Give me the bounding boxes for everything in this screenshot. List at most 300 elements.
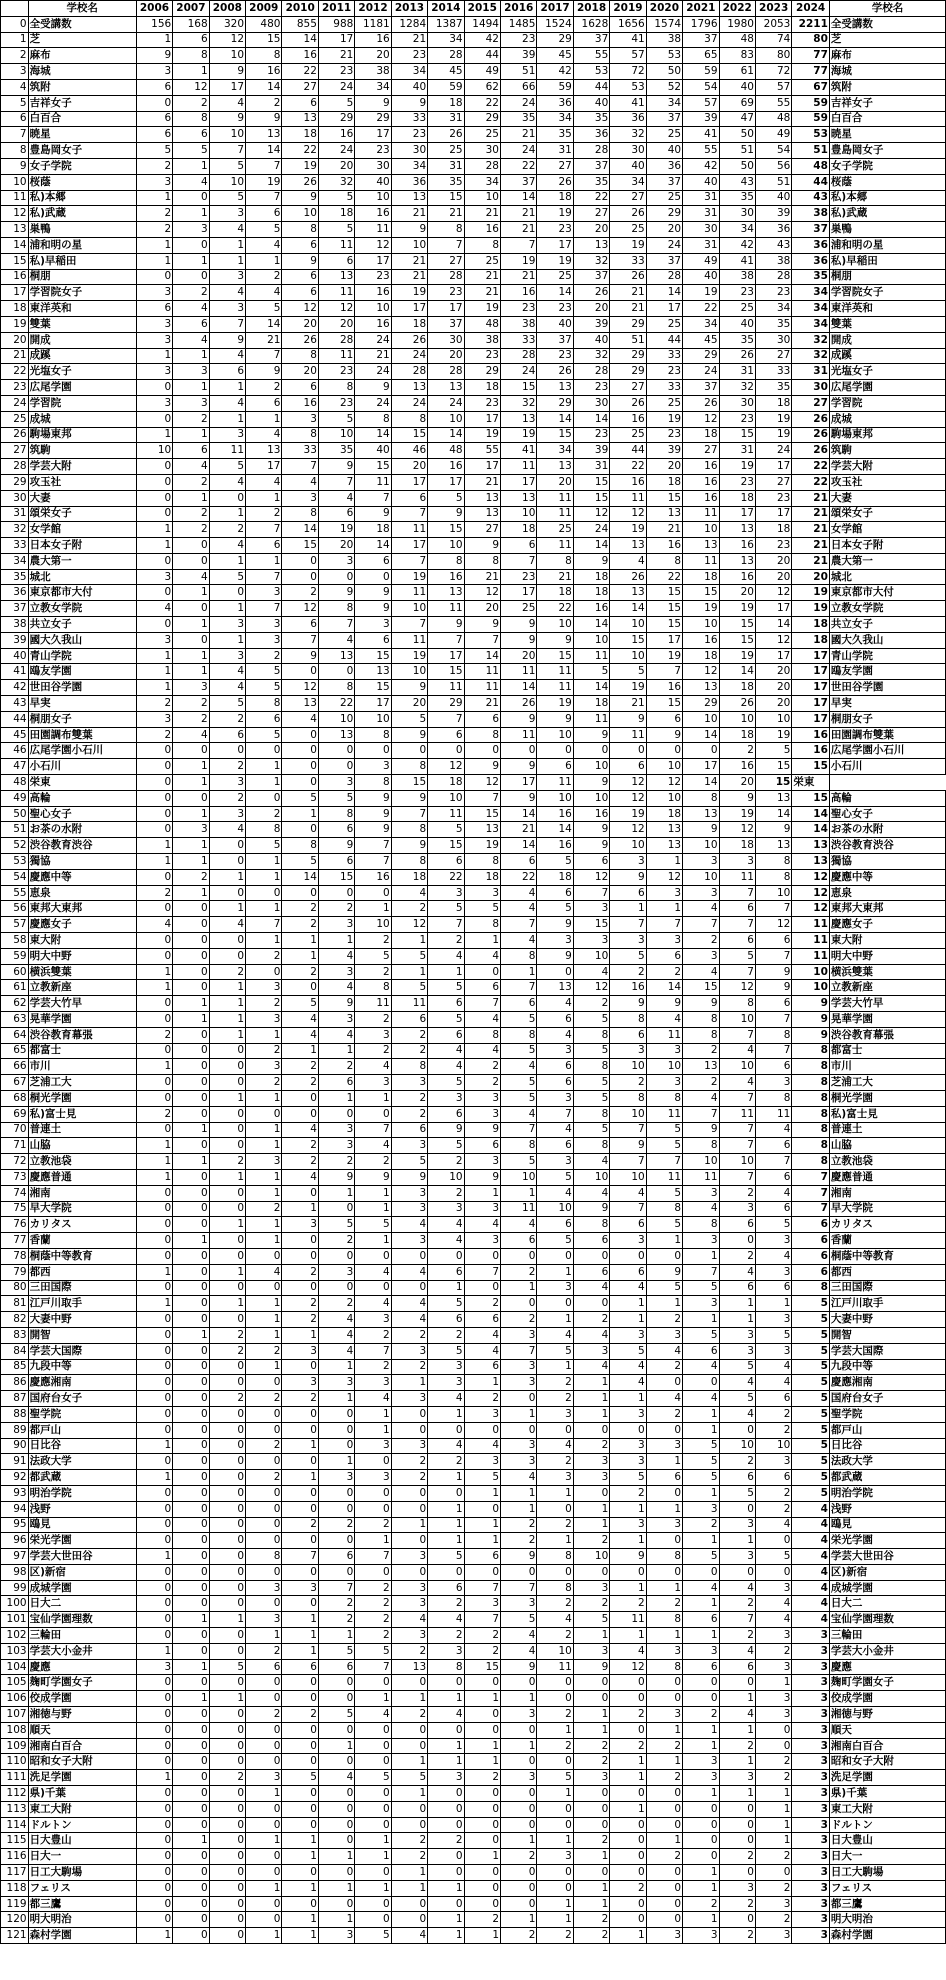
table-row (1, 1406, 946, 1422)
cell-value: 24 (501, 143, 537, 159)
cell-value: 2 (428, 1454, 464, 1470)
cell-value: 0 (537, 1564, 573, 1580)
cell-value: 0 (173, 1422, 209, 1438)
cell-value: 4 (501, 1628, 537, 1644)
cell-value: 1 (246, 901, 282, 917)
cell-value: 0 (246, 1248, 282, 1264)
cell-value: 20 (573, 222, 609, 238)
table-row (1, 680, 946, 696)
cell-value: 21 (318, 48, 354, 64)
school-name: 湘南白百合 (28, 1738, 136, 1754)
cell-value-2024: 8 (792, 1106, 830, 1122)
row-index: 61 (1, 980, 29, 996)
cell-value: 25 (719, 301, 755, 317)
cell-value: 11 (209, 443, 245, 459)
cell-value: 9 (501, 790, 537, 806)
cell-value: 1 (573, 1628, 609, 1644)
cell-value: 5 (683, 1327, 719, 1343)
cell-value: 4 (391, 1296, 427, 1312)
row-index: 81 (1, 1296, 29, 1312)
cell-value: 0 (136, 1090, 172, 1106)
table-row (1, 1770, 946, 1786)
cell-value: 2 (683, 1043, 719, 1059)
cell-value: 1 (355, 1406, 391, 1422)
cell-value: 1 (428, 1406, 464, 1422)
cell-value: 0 (318, 1786, 354, 1802)
cell-value: 22 (428, 869, 464, 885)
cell-value: 2 (610, 964, 646, 980)
cell-value: 5 (318, 790, 354, 806)
cell-value-2024: 12 (792, 869, 830, 885)
school-name: 湘徳与野 (829, 1707, 945, 1723)
cell-value: 0 (246, 1912, 282, 1928)
cell-value: 27 (610, 190, 646, 206)
cell-value: 15 (683, 585, 719, 601)
cell-value: 23 (573, 380, 609, 396)
cell-value: 4 (246, 427, 282, 443)
cell-value: 2 (573, 1833, 609, 1849)
cell-value: 1 (610, 1801, 646, 1817)
cell-value: 0 (391, 1564, 427, 1580)
header-year-2009: 2009 (246, 1, 282, 17)
school-name: 県)千葉 (28, 1786, 136, 1802)
cell-value: 12 (610, 822, 646, 838)
cell-value-2024: 19 (792, 585, 830, 601)
cell-value: 8 (501, 948, 537, 964)
cell-value: 9 (318, 1169, 354, 1185)
school-name: 順天 (829, 1722, 945, 1738)
table-row (1, 48, 946, 64)
cell-value: 2 (318, 1612, 354, 1628)
cell-value: 1 (209, 1612, 245, 1628)
cell-value: 0 (646, 1786, 682, 1802)
table-row (1, 553, 946, 569)
cell-value: 0 (136, 1754, 172, 1770)
school-name: 早大学院 (829, 1201, 945, 1217)
cell-value: 1 (246, 759, 282, 775)
cell-value: 6 (501, 1233, 537, 1249)
cell-value: 7 (610, 1201, 646, 1217)
cell-value: 12 (464, 775, 500, 791)
cell-value: 5 (209, 696, 245, 712)
cell-value: 6 (246, 206, 282, 222)
cell-value-2024: 6 (792, 1248, 830, 1264)
cell-value: 1 (136, 1154, 172, 1170)
cell-value: 1 (464, 1485, 500, 1501)
cell-value-2024: 5 (792, 1296, 830, 1312)
cell-value: 2 (755, 1501, 791, 1517)
cell-value: 2 (501, 1928, 537, 1944)
cell-value: 0 (391, 1533, 427, 1549)
cell-value: 25 (646, 127, 682, 143)
cell-value: 3 (719, 1880, 755, 1896)
cell-value: 0 (173, 790, 209, 806)
cell-value: 48 (464, 316, 500, 332)
cell-value: 8 (282, 838, 318, 854)
cell-value: 0 (136, 1707, 172, 1723)
cell-value: 0 (501, 1248, 537, 1264)
cell-value: 0 (282, 1233, 318, 1249)
row-index: 62 (1, 996, 29, 1012)
cell-value: 0 (209, 743, 245, 759)
cell-value: 4 (573, 1359, 609, 1375)
cell-value: 0 (282, 1485, 318, 1501)
cell-value: 0 (537, 1754, 573, 1770)
cell-value: 1 (501, 1833, 537, 1849)
cell-value: 5 (428, 901, 464, 917)
cell-value: 12 (355, 237, 391, 253)
cell-value: 11 (501, 664, 537, 680)
cell-value: 13 (683, 1059, 719, 1075)
cell-value: 23 (391, 127, 427, 143)
cell-value: 0 (610, 1912, 646, 1928)
cell-value: 1 (209, 632, 245, 648)
row-index: 98 (1, 1564, 29, 1580)
cell-value: 16 (318, 127, 354, 143)
cell-value: 0 (209, 885, 245, 901)
cell-value: 1 (573, 1517, 609, 1533)
row-index: 71 (1, 1138, 29, 1154)
cell-value: 0 (173, 1485, 209, 1501)
cell-value: 0 (209, 1786, 245, 1802)
cell-value: 28 (573, 364, 609, 380)
cell-value: 7 (209, 316, 245, 332)
school-name: 桐朋女子 (28, 711, 136, 727)
cell-value: 0 (173, 1185, 209, 1201)
cell-value: 6 (428, 1580, 464, 1596)
row-index: 115 (1, 1833, 29, 1849)
cell-value: 38 (501, 316, 537, 332)
cell-value: 0 (318, 1801, 354, 1817)
cell-value: 0 (136, 411, 172, 427)
school-name: 都戸山 (829, 1422, 945, 1438)
cell-value: 20 (391, 459, 427, 475)
cell-value: 19 (646, 411, 682, 427)
cell-value: 42 (464, 32, 500, 48)
cell-value: 0 (282, 1896, 318, 1912)
school-name: 香蘭 (28, 1233, 136, 1249)
cell-value: 1 (646, 1454, 682, 1470)
cell-value: 3 (755, 1312, 791, 1328)
cell-value: 25 (646, 395, 682, 411)
cell-value: 6 (573, 1264, 609, 1280)
cell-value: 9 (355, 506, 391, 522)
cell-value: 7 (610, 1154, 646, 1170)
table-row (1, 790, 946, 806)
row-index: 94 (1, 1501, 29, 1517)
cell-value: 11 (391, 632, 427, 648)
cell-value: 10 (464, 190, 500, 206)
cell-value: 0 (610, 1722, 646, 1738)
cell-value-2024: 18 (792, 632, 830, 648)
cell-value: 12 (683, 411, 719, 427)
cell-value: 3 (391, 1549, 427, 1565)
school-name: 湘南白百合 (829, 1738, 945, 1754)
cell-value: 5 (246, 838, 282, 854)
cell-value: 3 (537, 933, 573, 949)
cell-value: 3 (391, 1233, 427, 1249)
cell-value: 0 (136, 822, 172, 838)
cell-value: 3 (355, 1438, 391, 1454)
school-name: 明治学院 (28, 1485, 136, 1501)
cell-value: 1 (246, 490, 282, 506)
cell-value: 20 (391, 696, 427, 712)
cell-value: 40 (683, 174, 719, 190)
cell-value: 0 (209, 1928, 245, 1944)
cell-value: 1 (537, 1722, 573, 1738)
cell-value: 2 (683, 933, 719, 949)
cell-value: 1 (428, 1880, 464, 1896)
school-name: 頌栄女子 (28, 506, 136, 522)
school-name: ドルトン (28, 1817, 136, 1833)
cell-value: 7 (464, 632, 500, 648)
school-name: 豊島岡女子 (829, 143, 945, 159)
cell-value: 0 (683, 1833, 719, 1849)
table-row (1, 158, 946, 174)
cell-value: 2 (355, 1327, 391, 1343)
cell-value: 10 (355, 301, 391, 317)
cell-value: 0 (136, 1501, 172, 1517)
cell-value: 0 (136, 933, 172, 949)
header-year-2012: 2012 (355, 1, 391, 17)
cell-value: 0 (209, 1564, 245, 1580)
school-name: 学習院 (829, 395, 945, 411)
row-index: 116 (1, 1849, 29, 1865)
cell-value: 4 (209, 822, 245, 838)
school-name: 海城 (28, 64, 136, 80)
cell-value: 9 (246, 111, 282, 127)
cell-value: 2 (209, 1770, 245, 1786)
cell-value: 0 (136, 95, 172, 111)
cell-value: 8 (428, 553, 464, 569)
cell-value: 0 (683, 1817, 719, 1833)
cell-value: 0 (136, 1391, 172, 1407)
header-year-2008: 2008 (209, 1, 245, 17)
cell-value: 1 (610, 1391, 646, 1407)
cell-value: 3 (464, 1233, 500, 1249)
cell-value: 10 (755, 885, 791, 901)
cell-value: 3 (209, 648, 245, 664)
cell-value: 0 (173, 1454, 209, 1470)
cell-value: 1 (683, 1248, 719, 1264)
cell-value: 3 (683, 1643, 719, 1659)
cell-value: 1 (318, 1185, 354, 1201)
cell-value: 10 (428, 1169, 464, 1185)
cell-value: 3 (391, 1391, 427, 1407)
cell-value: 3 (683, 1185, 719, 1201)
cell-value: 1 (246, 411, 282, 427)
cell-value: 3 (755, 1454, 791, 1470)
cell-value: 0 (282, 775, 318, 791)
cell-value: 1 (209, 1691, 245, 1707)
school-name: 法政大学 (829, 1454, 945, 1470)
cell-value: 0 (173, 1406, 209, 1422)
cell-value: 8 (646, 553, 682, 569)
cell-value: 10 (755, 711, 791, 727)
cell-value: 1 (610, 1501, 646, 1517)
table-row (1, 696, 946, 712)
cell-value: 6 (610, 1264, 646, 1280)
cell-value: 29 (683, 348, 719, 364)
school-name: 吉祥女子 (28, 95, 136, 111)
cell-value: 18 (464, 380, 500, 396)
cell-value: 1 (209, 1296, 245, 1312)
cell-value: 14 (573, 680, 609, 696)
school-name: 東大附 (829, 933, 945, 949)
cell-value: 7 (646, 664, 682, 680)
cell-value: 9 (501, 759, 537, 775)
cell-value: 0 (464, 1865, 500, 1881)
row-index: 84 (1, 1343, 29, 1359)
cell-value: 11 (428, 806, 464, 822)
cell-value: 2 (209, 1391, 245, 1407)
cell-value: 0 (318, 1106, 354, 1122)
cell-value: 1 (136, 1770, 172, 1786)
cell-value: 15 (646, 490, 682, 506)
cell-value: 0 (173, 1391, 209, 1407)
cell-value: 1 (537, 1359, 573, 1375)
cell-value: 18 (719, 727, 755, 743)
cell-value: 0 (136, 1801, 172, 1817)
cell-value: 3 (610, 854, 646, 870)
cell-value: 0 (209, 1312, 245, 1328)
cell-value: 40 (719, 316, 755, 332)
row-index: 7 (1, 127, 29, 143)
cell-value: 1 (318, 1454, 354, 1470)
cell-value: 29 (428, 696, 464, 712)
cell-value: 0 (173, 901, 209, 917)
table-row (1, 1343, 946, 1359)
cell-value: 4 (246, 474, 282, 490)
cell-value: 10 (610, 1106, 646, 1122)
cell-value: 0 (209, 1849, 245, 1865)
school-name: 学芸大世田谷 (829, 1549, 945, 1565)
cell-value: 40 (573, 95, 609, 111)
cell-value: 0 (464, 964, 500, 980)
school-name: 都富士 (28, 1043, 136, 1059)
cell-value: 7 (282, 1549, 318, 1565)
cell-value: 17 (755, 506, 791, 522)
table-row (1, 1280, 946, 1296)
row-index: 63 (1, 1012, 29, 1028)
cell-value: 35 (501, 111, 537, 127)
cell-value-2024: 3 (792, 1786, 830, 1802)
cell-value-2024: 16 (792, 743, 830, 759)
cell-value: 40 (537, 316, 573, 332)
cell-value: 0 (136, 269, 172, 285)
cell-value-2024: 10 (792, 980, 830, 996)
cell-value: 31 (719, 443, 755, 459)
cell-value: 7 (464, 790, 500, 806)
school-name: 高輪 (28, 790, 136, 806)
cell-value: 0 (428, 1786, 464, 1802)
cell-value: 3 (282, 411, 318, 427)
cell-value-2024: 3 (792, 1675, 830, 1691)
cell-value: 30 (573, 395, 609, 411)
cell-value: 0 (501, 1391, 537, 1407)
cell-value: 15 (573, 917, 609, 933)
cell-value: 0 (136, 1233, 172, 1249)
cell-value: 35 (537, 127, 573, 143)
school-name: 麻布 (829, 48, 945, 64)
cell-value: 2 (428, 1833, 464, 1849)
cell-value: 23 (719, 285, 755, 301)
cell-value: 9 (683, 1122, 719, 1138)
school-name: 東邦大東邦 (829, 901, 945, 917)
cell-value-2024: 4 (792, 1501, 830, 1517)
cell-value: 34 (464, 174, 500, 190)
cell-value: 1 (501, 1691, 537, 1707)
cell-value: 0 (173, 948, 209, 964)
cell-value: 3 (610, 1406, 646, 1422)
cell-value: 0 (136, 1675, 172, 1691)
cell-value: 15 (464, 1659, 500, 1675)
cell-value: 5 (537, 1770, 573, 1786)
cell-value: 0 (173, 964, 209, 980)
row-index: 59 (1, 948, 29, 964)
row-index: 91 (1, 1454, 29, 1470)
cell-value: 9 (683, 996, 719, 1012)
cell-value: 1 (428, 1928, 464, 1944)
cell-value: 2053 (755, 16, 791, 32)
cell-value: 19 (646, 648, 682, 664)
cell-value: 1 (464, 1754, 500, 1770)
school-name: 私)本郷 (829, 190, 945, 206)
cell-value: 3 (683, 1770, 719, 1786)
school-name: 市川 (829, 1059, 945, 1075)
cell-value-2024: 27 (792, 395, 830, 411)
cell-value: 0 (573, 1422, 609, 1438)
cell-value: 2 (501, 1264, 537, 1280)
school-name: 芝 (28, 32, 136, 48)
cell-value: 1 (683, 1533, 719, 1549)
table-row (1, 1090, 946, 1106)
cell-value: 0 (173, 1896, 209, 1912)
cell-value: 1 (610, 1928, 646, 1944)
row-index: 107 (1, 1707, 29, 1723)
cell-value: 65 (683, 48, 719, 64)
cell-value: 0 (136, 1849, 172, 1865)
cell-value: 2 (719, 1928, 755, 1944)
cell-value: 11 (428, 680, 464, 696)
cell-value: 0 (173, 1801, 209, 1817)
cell-value: 0 (173, 1880, 209, 1896)
cell-value: 13 (318, 727, 354, 743)
cell-value: 4 (719, 1264, 755, 1280)
cell-value: 1 (173, 380, 209, 396)
table-row (1, 1312, 946, 1328)
cell-value-2024: 38 (792, 206, 830, 222)
cell-value: 17 (683, 759, 719, 775)
row-index: 13 (1, 222, 29, 238)
cell-value: 19 (537, 253, 573, 269)
cell-value: 0 (318, 743, 354, 759)
school-name: 区)新宿 (829, 1564, 945, 1580)
cell-value: 4 (318, 1343, 354, 1359)
cell-value: 2 (428, 1596, 464, 1612)
cell-value: 8 (683, 1138, 719, 1154)
cell-value: 6 (318, 1549, 354, 1565)
cell-value: 4 (173, 459, 209, 475)
school-name: 農大第一 (829, 553, 945, 569)
cell-value: 22 (573, 190, 609, 206)
table-row (1, 1880, 946, 1896)
school-name: 九段中等 (28, 1359, 136, 1375)
cell-value: 0 (173, 1217, 209, 1233)
table-row (1, 585, 946, 601)
cell-value: 0 (501, 1754, 537, 1770)
cell-value: 3 (136, 569, 172, 585)
